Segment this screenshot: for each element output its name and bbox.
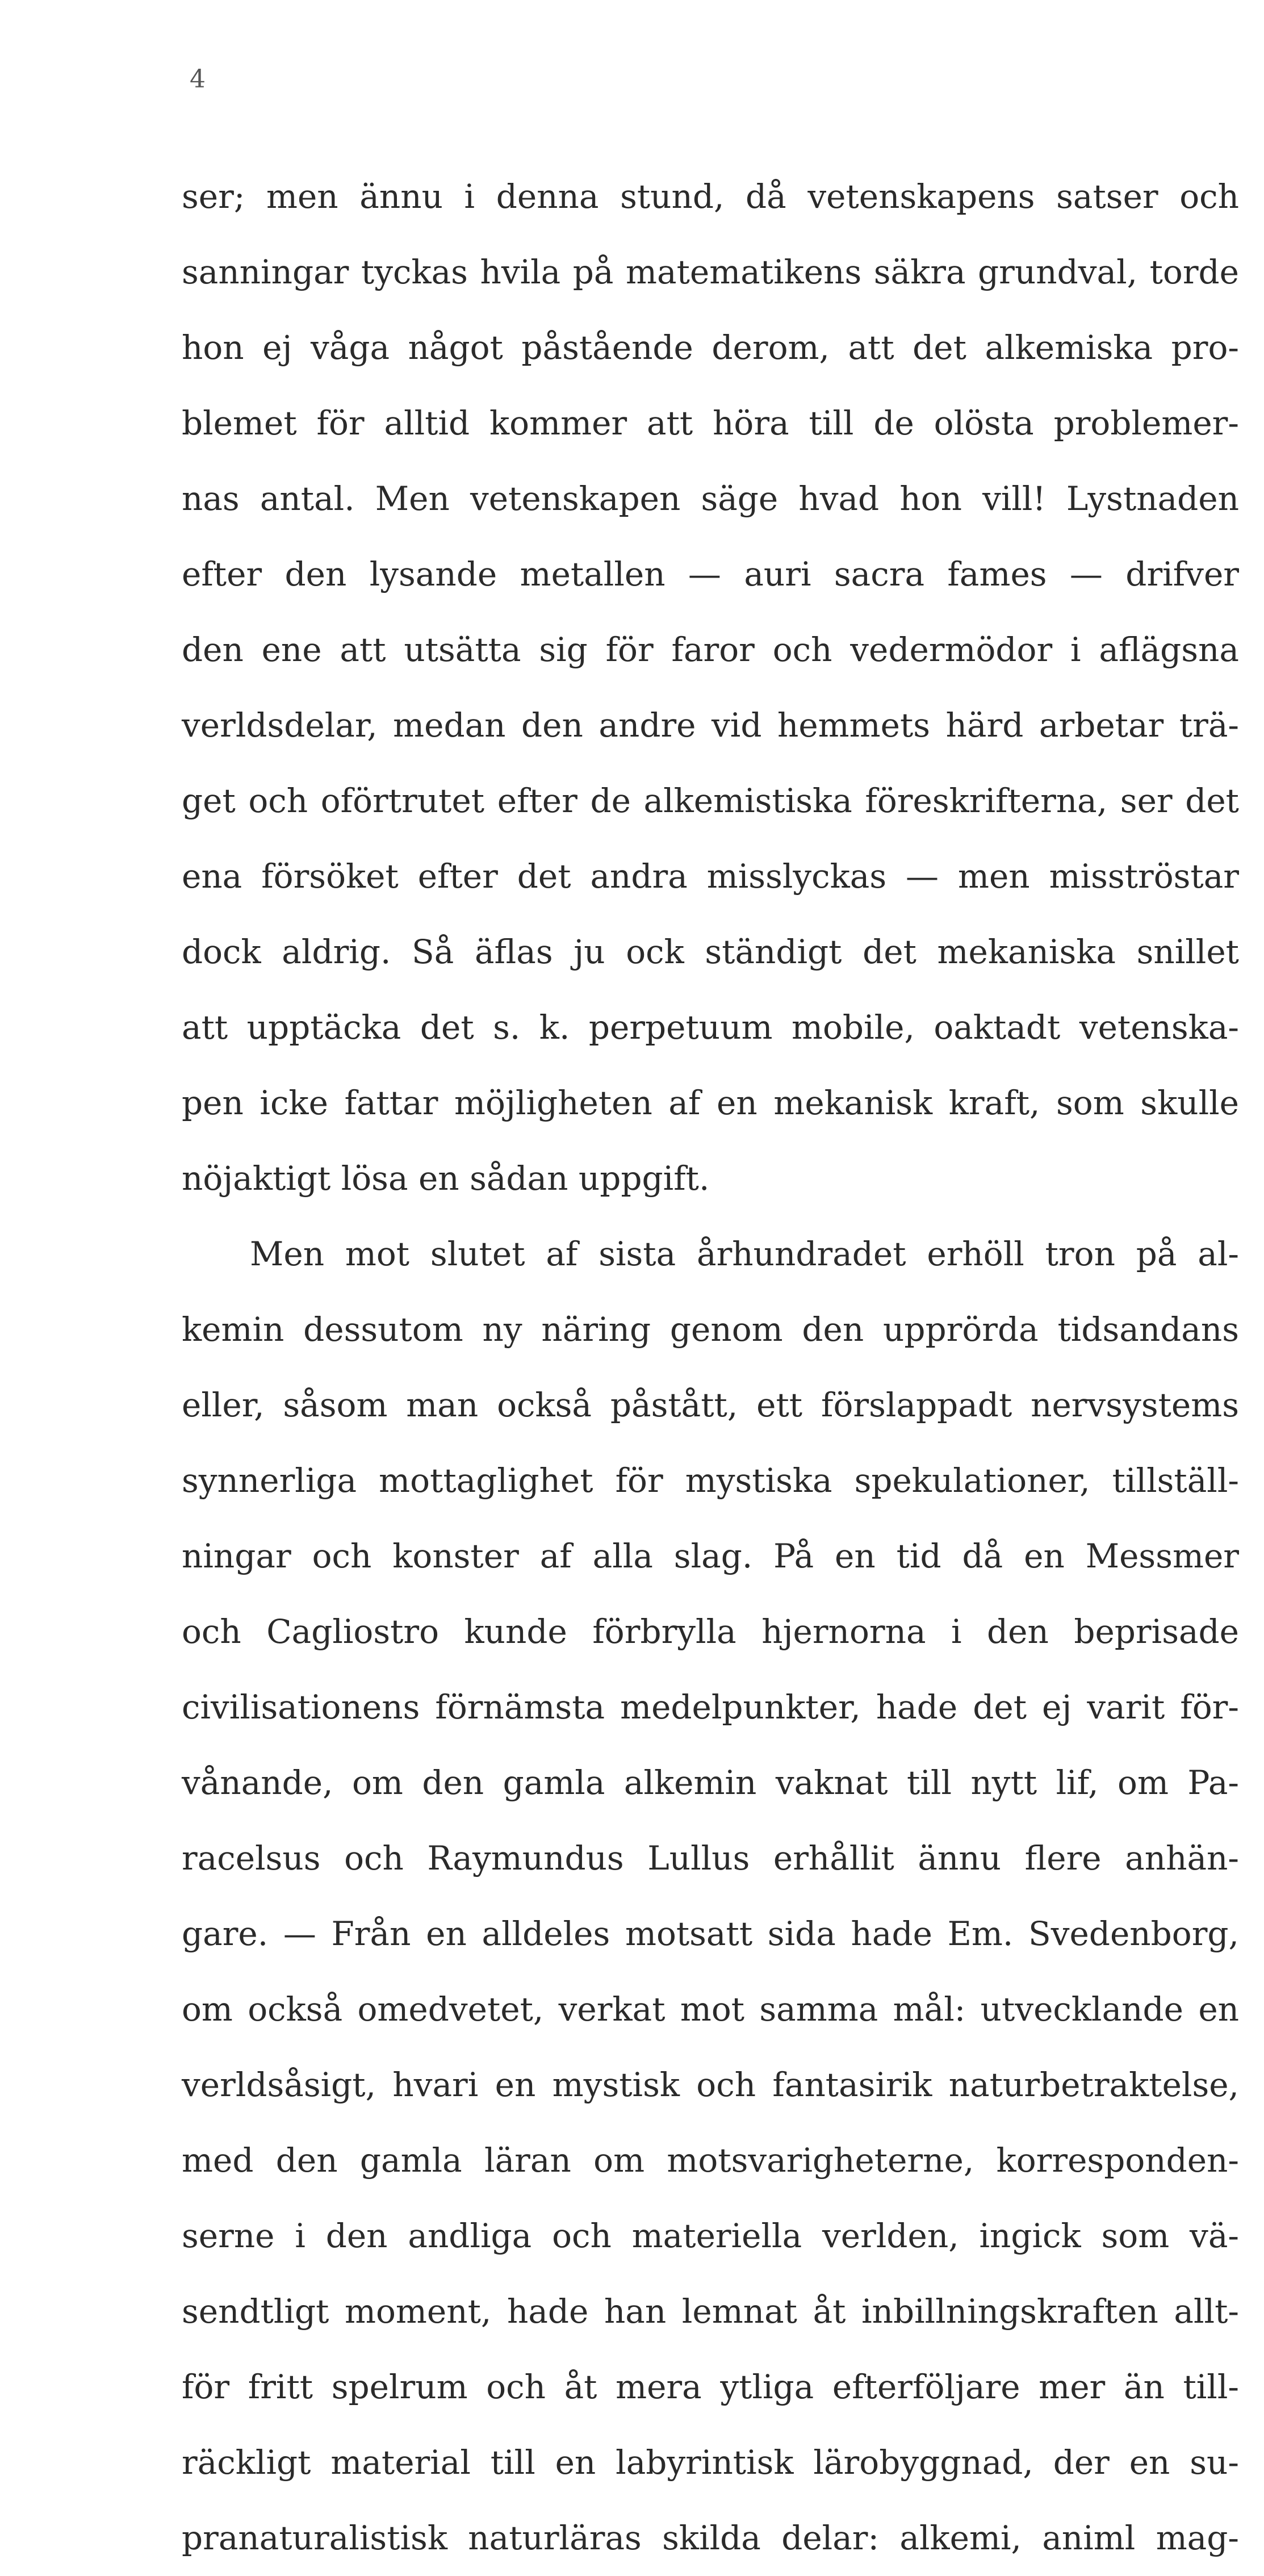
text-line: synnerliga mottaglighet för mystiska spekulationer, tillställ- bbox=[182, 1461, 1239, 1500]
page-number: 4 bbox=[190, 65, 206, 94]
text-line: eller, såsom man också påstått, ett förslappadt nervsystems bbox=[182, 1386, 1239, 1424]
text-line: pen icke fattar möjligheten af en mekanisk kraft, som skulle bbox=[182, 1084, 1239, 1122]
text-line: serne i den andliga och materiella verlden, ingick som vä- bbox=[182, 2217, 1239, 2255]
text-line: för fritt spelrum och åt mera ytliga efterföljare mer än till- bbox=[182, 2368, 1239, 2406]
text-line: sendtligt moment, hade han lemnat åt inbillningskraften allt- bbox=[182, 2292, 1239, 2331]
text-line: ena försöket efter det andra misslyckas — men misströstar bbox=[182, 857, 1239, 896]
text-line: ser; men ännu i denna stund, då vetenskapens satser och bbox=[182, 177, 1239, 216]
text-line: nas antal. Men vetenskapen säge hvad hon vill! Lystnaden bbox=[182, 479, 1239, 518]
text-line-paragraph-end: nöjaktigt lösa en sådan uppgift. bbox=[182, 1159, 710, 1198]
text-line: om också omedvetet, verkat mot samma mål: utvecklande en bbox=[182, 1990, 1239, 2029]
text-line: med den gamla läran om motsvarigheterne, korresponden- bbox=[182, 2141, 1239, 2180]
text-line: vånande, om den gamla alkemin vaknat till nytt lif, om Pa- bbox=[182, 1763, 1239, 1802]
text-line: räckligt material till en labyrintisk lärobyggnad, der en su- bbox=[182, 2443, 1239, 2482]
text-line: ningar och konster af alla slag. På en tid då en Messmer bbox=[182, 1537, 1239, 1575]
text-line-paragraph-start: Men mot slutet af sista århundradet erhöll tron på al- bbox=[250, 1235, 1239, 1273]
text-line: civilisationens förnämsta medelpunkter, hade det ej varit för- bbox=[182, 1688, 1239, 1726]
text-line: den ene att utsätta sig för faror och vedermödor i aflägsna bbox=[182, 630, 1239, 669]
text-line: efter den lysande metallen — auri sacra fames — drifver bbox=[182, 555, 1239, 593]
text-line: och Cagliostro kunde förbrylla hjernorna i den beprisade bbox=[182, 1612, 1239, 1651]
text-line: att upptäcka det s. k. perpetuum mobile, oaktadt vetenska- bbox=[182, 1008, 1239, 1047]
text-line: racelsus och Raymundus Lullus erhållit ännu flere anhän- bbox=[182, 1839, 1239, 1877]
text-line: gare. — Från en alldeles motsatt sida hade Em. Svedenborg, bbox=[182, 1914, 1239, 1953]
text-line: pranaturalistisk naturläras skilda delar: alkemi, animl mag- bbox=[182, 2519, 1239, 2557]
text-line: verldsåsigt, hvari en mystisk och fantasirik naturbetraktelse, bbox=[182, 2065, 1239, 2104]
text-line: hon ej våga något påstående derom, att det alkemiska pro- bbox=[182, 328, 1239, 367]
text-line: blemet för alltid kommer att höra till de olösta problemer- bbox=[182, 404, 1239, 442]
text-line: verldsdelar, medan den andre vid hemmets härd arbetar trä- bbox=[182, 706, 1239, 745]
text-line: dock aldrig. Så äflas ju ock ständigt det mekaniska snillet bbox=[182, 932, 1239, 971]
text-line: get och oförtrutet efter de alkemistiska föreskrifterna, ser det bbox=[182, 781, 1239, 820]
body-text bbox=[182, 159, 1239, 2576]
text-line: sanningar tyckas hvila på matematikens säkra grundval, torde bbox=[182, 253, 1239, 291]
text-line: kemin dessutom ny näring genom den upprörda tidsandans bbox=[182, 1310, 1239, 1349]
